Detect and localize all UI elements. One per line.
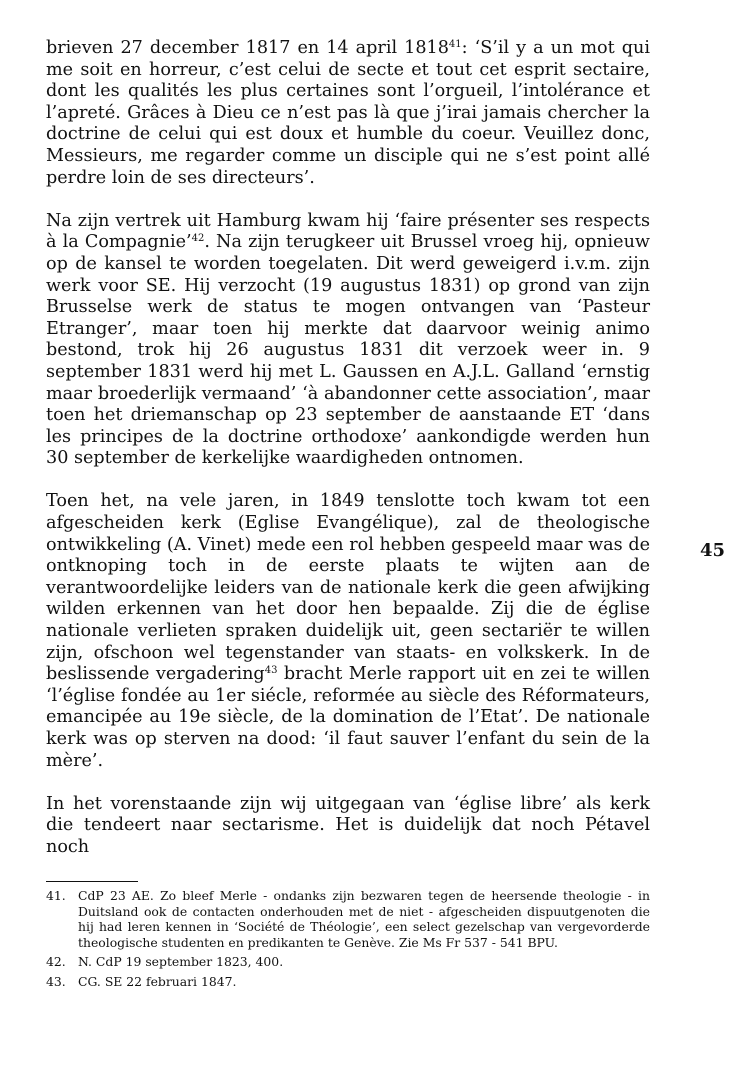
footnote-43 [46,974,650,990]
footnote-number: 42. [46,954,66,970]
paragraph-3-text-cont: bracht Merle rapport uit en zei te willen ‘l’église fondée au 1er siécle, reformée au siècle des Réformateurs, emancipée au 19e siècle, de la domination de l’Etat’. De nationale kerk was op sterven na dood: ‘il faut sauver l’enfant du sein de la mère’. [46,664,651,771]
paragraph-2-text: Na zijn vertrek uit Hamburg kwam hij ‘faire présenter ses respects à la Compagnie’ [46,210,650,253]
footnote-number: 41. [46,888,66,903]
paragraph-1-text: brieven 27 december 1817 en 14 april 1818 [46,38,449,58]
paragraph-4 [46,794,650,859]
page-number: 45 [700,540,726,561]
body-text [46,38,650,859]
paragraph-2-text-cont: . Na zijn terugkeer uit Brussel vroeg hij, opnieuw op de kansel te worden toegelaten. Dit werd geweigerd i.v.m. zijn werk voor SE. Hij verzocht (19 augustus 1831) op grond van zijn Brusselse werk de status te mogen ontvangen van ‘Pasteur Etranger’, maar toen hij merkte dat daarvoor weinig animo bestond, trok hij 26 augustus 1831 dit verzoek weer in. 9 september 1831 werd hij met L. Gaussen en A.J.L. Galland ‘ernstig maar broederlijk vermaand’ ‘à abandonner cette association’, maar toen het driemanschap op 23 september de aanstaande ET ‘dans les principes de la doctrine orthodoxe’ aankondigde werden hun 30 september de kerkelijke waardigheden ontnomen. [46,232,650,469]
footnote-41 [46,888,650,950]
paragraph-3-text: Toen het, na vele jaren, in 1849 tenslotte toch kwam tot een afgescheiden kerk (Eglise Evangélique), zal de theologische ontwikkeling (A. Vinet) mede een rol hebben gespeeld maar was de ontknoping toch in de eerste plaats te wijten aan de verantwoordelijke leiders van de nationale kerk die geen afwijking wilden erkennen van het door hen bepaalde. Zij die de église nationale verlieten spraken duidelijk uit, geen sectariër te willen zijn, ofschoon wel tegenstander van staats- en volkskerk. In de beslissende vergadering [46,491,650,685]
footnote-text: N. CdP 19 september 1823, 400. [78,954,284,970]
footnote-ref-43[interactable]: 43 [264,665,278,677]
paragraph-1 [46,38,650,189]
footnote-number: 43. [46,973,66,989]
footnote-text: CdP 23 AE. Zo bleef Merle - ondanks zijn bezwaren tegen de heersende theologie - in Duitsland ook de contacten onderhouden met de niet - afgescheiden dispuutgenoten die hij had leren kennen in ‘Société de Théologie’, een select gezelschap van vergevorderde theologische studenten en predikanten te Genève. Zie Ms Fr 537 - 541 BPU. [78,888,650,950]
paragraph-4-text: In het vorenstaande zijn wij uitgegaan van ‘église libre’ als kerk die tendeert naar sectarisme. Het is duidelijk dat noch Pétavel noch [46,793,650,857]
paragraph-1-text-cont: : ‘S’il y a un mot qui me soit en horreur, c’est celui de secte et tout cet esprit sectaire, dont les qualités les plus certaines sont l’orgueil, l’intolérance et l’apreté. Grâces à Dieu ce n’est pas là que j’irai jamais chercher la doctrine de celui qui est doux et humble du coeur. Veuillez donc, Messieurs, me regarder comme un disciple qui ne s’est point allé perdre loin de ses directeurs’. [46,38,650,188]
footnotes [46,888,650,994]
footnote-ref-41[interactable]: 41 [448,39,462,50]
paragraph-3 [46,491,650,772]
footnote-ref-42[interactable]: 42 [191,233,205,245]
paragraph-2 [46,211,650,470]
footnote-text: CG. SE 22 februari 1847. [78,973,237,989]
footnote-42 [46,954,650,970]
footnote-divider [46,881,138,882]
